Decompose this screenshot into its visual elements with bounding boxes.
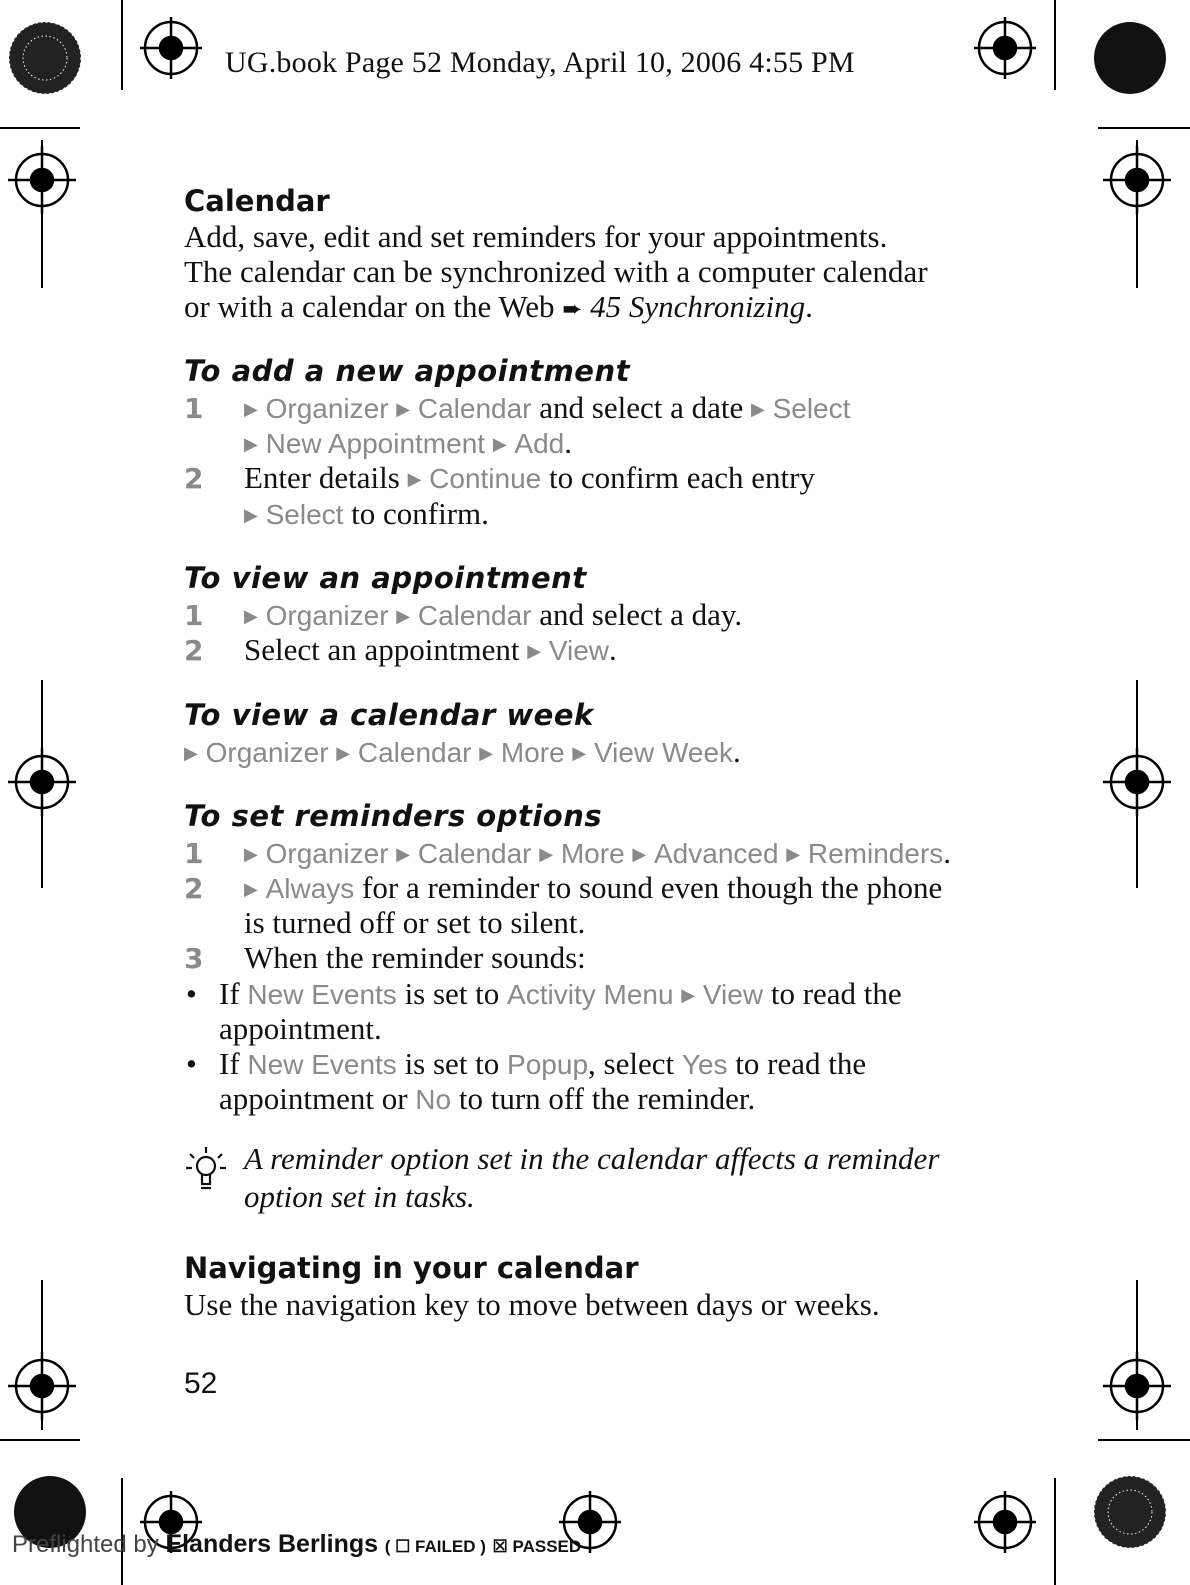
navigating-text: Use the navigation key to move between days or weeks. bbox=[184, 1287, 880, 1322]
section-title-calendar: Calendar bbox=[184, 184, 330, 218]
preflight-stamp bbox=[12, 1530, 581, 1559]
step-text: ▶ Organizer ▶ Calendar and select a day. bbox=[244, 597, 743, 632]
subsection-title-week: To view a calendar week bbox=[184, 698, 594, 732]
cross-reference-link[interactable]: 45 Synchronizing bbox=[590, 289, 806, 324]
option-no[interactable]: No bbox=[415, 1084, 452, 1115]
preflight-label: Preflighted by bbox=[12, 1531, 159, 1558]
calendar-text-line: or with a calendar on the Web ➨ 45 Synchronizing. bbox=[184, 289, 813, 324]
bullet-text: If New Events is set to Popup, select Yes to read the bbox=[219, 1046, 867, 1081]
option-always[interactable]: Always bbox=[265, 873, 355, 904]
step-text: ▶ Select to confirm. bbox=[244, 496, 489, 531]
tip-text: option set in tasks. bbox=[244, 1179, 475, 1214]
menu-item-more[interactable]: More bbox=[560, 838, 625, 869]
menu-item-more[interactable]: More bbox=[500, 737, 565, 768]
play-arrow-icon: ▶ bbox=[244, 879, 258, 900]
option-activity-menu[interactable]: Activity Menu bbox=[507, 979, 674, 1010]
brand-logo-text: Elanders Berlings bbox=[165, 1530, 379, 1558]
page-number: 52 bbox=[184, 1367, 218, 1400]
step-number: 3 bbox=[184, 942, 204, 975]
step-text: Select an appointment ▶ View. bbox=[244, 632, 617, 667]
play-arrow-icon: ▶ bbox=[336, 743, 351, 764]
step-text: Enter details ▶ Continue to confirm each entry bbox=[244, 460, 815, 495]
menu-item-organizer[interactable]: Organizer bbox=[265, 393, 389, 424]
play-arrow-icon: ▶ bbox=[244, 505, 258, 526]
bullet-text: If New Events is set to Activity Menu ▶ View to read the bbox=[219, 976, 902, 1011]
play-arrow-icon: ▶ bbox=[407, 469, 422, 490]
play-arrow-icon: ▶ bbox=[527, 641, 542, 662]
calendar-text-line: The calendar can be synchronized with a computer calendar bbox=[184, 254, 928, 289]
step-text: ▶ Organizer ▶ Calendar ▶ More ▶ Advanced ▶ Reminders. bbox=[244, 835, 952, 870]
subsection-title-reminders: To set reminders options bbox=[184, 799, 603, 833]
softkey-select[interactable]: Select bbox=[265, 499, 344, 530]
play-arrow-icon: ▶ bbox=[244, 399, 258, 420]
step-text: ▶ Always for a reminder to sound even though the phone bbox=[244, 870, 943, 905]
running-header: UG.book Page 52 Monday, April 10, 2006 4:55 PM bbox=[225, 46, 855, 79]
setting-new-events[interactable]: New Events bbox=[247, 1049, 397, 1080]
play-arrow-icon: ▶ bbox=[244, 606, 258, 627]
step-text: ▶ New Appointment ▶ Add. bbox=[244, 425, 572, 460]
play-arrow-icon: ▶ bbox=[479, 743, 494, 764]
menu-item-organizer[interactable]: Organizer bbox=[265, 600, 389, 631]
menu-item-new-appointment[interactable]: New Appointment bbox=[265, 428, 486, 459]
step-number: 2 bbox=[184, 872, 204, 905]
menu-item-calendar[interactable]: Calendar bbox=[357, 737, 472, 768]
play-arrow-icon: ▶ bbox=[632, 844, 647, 865]
option-yes[interactable]: Yes bbox=[681, 1049, 728, 1080]
step-text: is turned off or set to silent. bbox=[244, 905, 586, 940]
week-path: ▶ Organizer ▶ Calendar ▶ More ▶ View Week. bbox=[184, 734, 741, 769]
step-number: 1 bbox=[184, 837, 204, 870]
step-number: 2 bbox=[184, 462, 204, 495]
bullet-text: appointment. bbox=[219, 1011, 382, 1046]
step-number: 1 bbox=[184, 392, 204, 425]
setting-new-events[interactable]: New Events bbox=[247, 979, 397, 1010]
menu-item-advanced[interactable]: Advanced bbox=[654, 838, 779, 869]
step-number: 2 bbox=[184, 634, 204, 667]
menu-item-view-week[interactable]: View Week bbox=[594, 737, 734, 768]
play-arrow-icon: ▶ bbox=[750, 399, 765, 420]
arrow-right-icon: ➨ bbox=[562, 295, 583, 323]
play-arrow-icon: ▶ bbox=[786, 844, 801, 865]
play-arrow-icon: ▶ bbox=[572, 743, 587, 764]
menu-item-calendar[interactable]: Calendar bbox=[417, 393, 532, 424]
bullet: • bbox=[186, 976, 197, 1011]
step-text: When the reminder sounds: bbox=[244, 940, 586, 975]
subsection-title-add: To add a new appointment bbox=[184, 354, 630, 388]
step-number: 1 bbox=[184, 599, 204, 632]
lightbulb-icon bbox=[184, 1144, 228, 1196]
play-arrow-icon: ▶ bbox=[539, 844, 554, 865]
softkey-select[interactable]: Select bbox=[772, 393, 851, 424]
section-title-navigating: Navigating in your calendar bbox=[184, 1251, 639, 1285]
step-text: ▶ Organizer ▶ Calendar and select a date ▶ Select bbox=[244, 390, 851, 425]
passed-checkbox: ☒ PASSED bbox=[492, 1537, 582, 1556]
menu-item-organizer[interactable]: Organizer bbox=[205, 737, 329, 768]
play-arrow-icon: ▶ bbox=[244, 434, 258, 455]
play-arrow-icon: ▶ bbox=[492, 434, 507, 455]
bullet: • bbox=[186, 1046, 197, 1081]
black-disk-icon bbox=[1094, 22, 1166, 94]
softkey-continue[interactable]: Continue bbox=[429, 463, 542, 494]
play-arrow-icon: ▶ bbox=[396, 399, 411, 420]
bullet-text: appointment or No to turn off the reminder. bbox=[219, 1081, 756, 1116]
softkey-view[interactable]: View bbox=[702, 979, 764, 1010]
tip-text: A reminder option set in the calendar affects a reminder bbox=[244, 1141, 940, 1176]
play-arrow-icon: ▶ bbox=[396, 844, 411, 865]
menu-item-organizer[interactable]: Organizer bbox=[265, 838, 389, 869]
play-arrow-icon: ▶ bbox=[396, 606, 411, 627]
play-arrow-icon: ▶ bbox=[184, 743, 198, 764]
calendar-text-line: Add, save, edit and set reminders for your appointments. bbox=[184, 219, 888, 254]
option-popup[interactable]: Popup bbox=[507, 1049, 589, 1080]
softkey-view[interactable]: View bbox=[548, 635, 610, 666]
failed-checkbox: ( ☐ FAILED ) bbox=[384, 1537, 486, 1556]
calendar-text: or with a calendar on the Web bbox=[184, 289, 555, 324]
menu-item-calendar[interactable]: Calendar bbox=[417, 600, 532, 631]
menu-item-calendar[interactable]: Calendar bbox=[417, 838, 532, 869]
play-arrow-icon: ▶ bbox=[244, 844, 258, 865]
menu-item-reminders[interactable]: Reminders bbox=[807, 838, 944, 869]
subsection-title-view: To view an appointment bbox=[184, 561, 587, 595]
softkey-add[interactable]: Add bbox=[514, 428, 565, 459]
play-arrow-icon: ▶ bbox=[681, 985, 696, 1006]
